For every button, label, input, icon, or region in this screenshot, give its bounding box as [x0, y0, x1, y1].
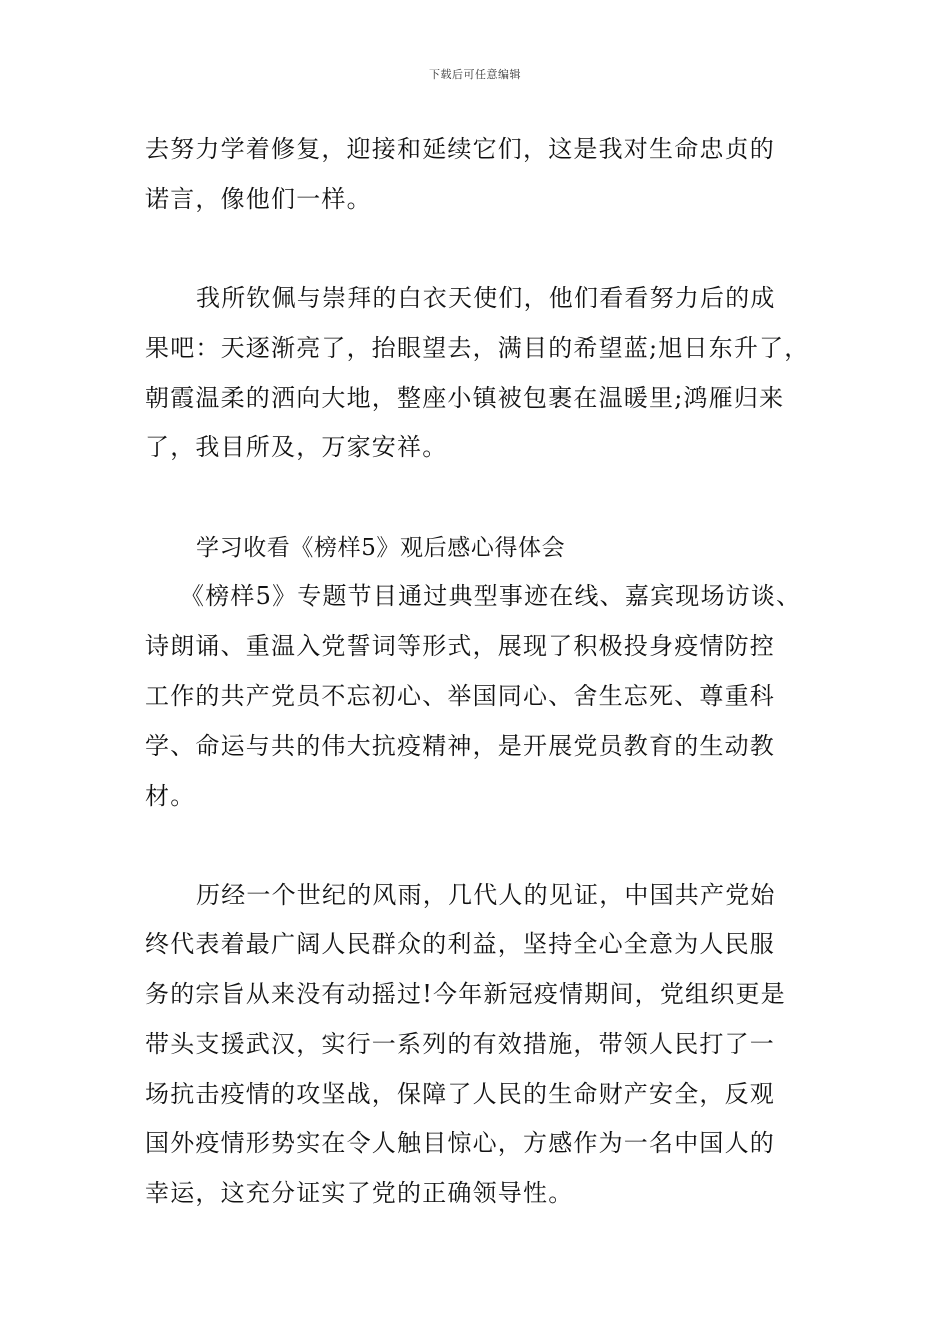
- paragraph-4-line-3: 务的宗旨从来没有动摇过!今年新冠疫情期间，党组织更是: [145, 980, 786, 1008]
- paragraph-3-line-3: 工作的共产党员不忘初心、举国同心、舍生忘死、尊重科: [145, 682, 775, 710]
- header-note: 下载后可任意编辑: [429, 68, 521, 81]
- paragraph-1-line-1: 去努力学着修复，迎接和延续它们，这是我对生命忠贞的: [145, 135, 775, 163]
- paragraph-4-line-5: 场抗击疫情的攻坚战，保障了人民的生命财产安全，反观: [145, 1080, 775, 1108]
- paragraph-2-line-3: 朝霞温柔的洒向大地，整座小镇被包裹在温暖里;鸿雁归来: [145, 384, 785, 412]
- paragraph-3-line-2: 诗朗诵、重温入党誓词等形式，展现了积极投身疫情防控: [145, 632, 775, 660]
- paragraph-2-line-2: 果吧：天逐渐亮了，抬眼望去，满目的希望蓝;旭日东升了，: [145, 334, 810, 362]
- paragraph-4-line-2: 终代表着最广阔人民群众的利益，坚持全心全意为人民服: [145, 930, 775, 958]
- paragraph-3-line-1: 《榜样5》专题节目通过典型事迹在线、嘉宾现场访谈、: [180, 582, 802, 610]
- paragraph-4-line-1: 历经一个世纪的风雨，几代人的见证，中国共产党始: [196, 881, 776, 909]
- paragraph-4-line-6: 国外疫情形势实在令人触目惊心，方感作为一名中国人的: [145, 1129, 775, 1157]
- paragraph-3-line-5: 材。: [145, 782, 196, 810]
- paragraph-2-line-4: 了，我目所及，万家安祥。: [145, 433, 448, 461]
- paragraph-1-line-2: 诺言，像他们一样。: [145, 185, 372, 213]
- paragraph-2-line-1: 我所钦佩与崇拜的白衣天使们，他们看看努力后的成: [196, 284, 776, 312]
- paragraph-4-line-7: 幸运，这充分证实了党的正确领导性。: [145, 1179, 574, 1207]
- paragraph-4-line-4: 带头支援武汉，实行一系列的有效措施，带领人民打了一: [145, 1030, 775, 1058]
- section-title: 学习收看《榜样5》观后感心得体会: [196, 535, 566, 561]
- paragraph-3-line-4: 学、命运与共的伟大抗疫精神，是开展党员教育的生动教: [145, 732, 775, 760]
